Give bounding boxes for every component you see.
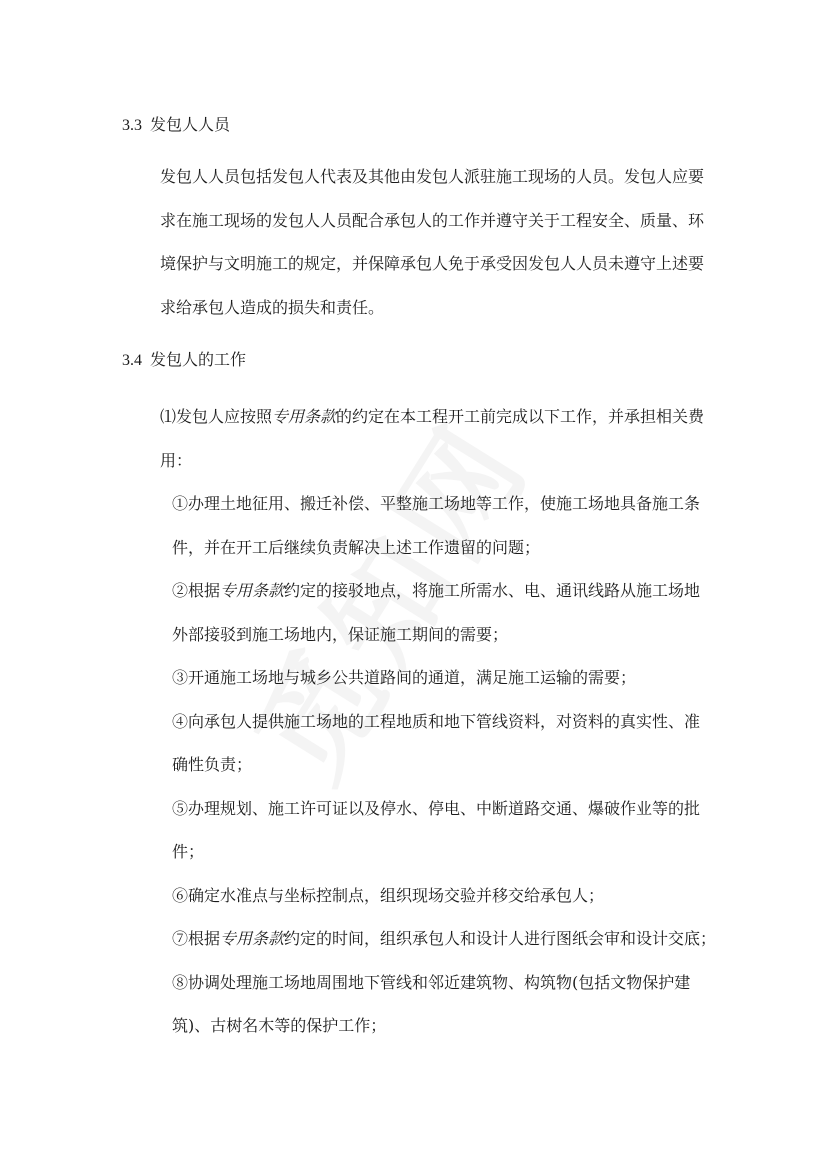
paragraph-line: 求在施工现场的发包人人员配合承包人的工作并遵守关于工程安全、质量、环: [160, 210, 705, 230]
section-number: 3.4: [122, 352, 142, 369]
paragraph-line: 求给承包人造成的损失和责任。: [160, 297, 385, 317]
section-number: 3.3: [122, 117, 142, 134]
special-terms-term: 专用条款: [272, 407, 337, 426]
list-item-1: ①办理土地征用、搬迁补偿、平整施工场地等工作，使施工场地具备施工条: [172, 494, 701, 513]
list-item-2-cont: 外部接驳到施工场地内，保证施工期间的需要；: [172, 624, 509, 644]
list-item-8-cont: 筑)、古树名木等的保护工作；: [172, 1016, 387, 1035]
section-3-4-items: [172, 482, 716, 1048]
section-3-3-paragraph: [160, 155, 704, 329]
list-item-3: ③开通施工场地与城乡公共道路间的通道，满足施工运输的需要；: [172, 668, 637, 687]
paragraph-line: 用：: [160, 450, 193, 470]
list-item-6: ⑥确定水准点与坐标控制点，组织现场交验并移交给承包人；: [172, 885, 605, 905]
special-terms-term: 专用条款: [220, 929, 285, 948]
paragraph-line: ⑴发包人应按照专用条款的约定在本工程开工前完成以下工作，并承担相关费: [160, 407, 705, 426]
list-item-2: ②根据专用条款约定的接驳地点，将施工所需水、电、通讯线路从施工场地: [172, 581, 701, 600]
list-item-5: ⑤办理规划、施工许可证以及停水、停电、中断道路交通、爆破作业等的批: [172, 798, 701, 818]
list-item-8: ⑧协调处理施工场地周围地下管线和邻近建筑物、构筑物(包括文物保护建: [172, 972, 691, 992]
section-3-4-intro: [160, 395, 704, 482]
paragraph-line: 境保护与文明施工的规定，并保障承包人免于承受因发包人人员未遵守上述要: [160, 254, 705, 273]
list-item-1-cont: 件，并在开工后继续负责解决上述工作遗留的问题；: [172, 537, 541, 557]
list-item-4: ④向承包人提供施工场地的工程地质和地下管线资料，对资料的真实性、准: [172, 711, 701, 731]
list-item-4-cont: 确性负责；: [172, 755, 253, 774]
special-terms-term: 专用条款: [220, 581, 285, 600]
list-item-5-cont: 件；: [172, 842, 205, 861]
section-title: 发包人的工作: [150, 350, 247, 369]
section-heading-3-3: [122, 115, 230, 136]
paragraph-line: 发包人人员包括发包人代表及其他由发包人派驻施工现场的人员。发包人应要: [160, 167, 705, 186]
section-title: 发包人人员: [150, 115, 231, 134]
section-heading-3-4: [122, 350, 246, 371]
list-item-7: ⑦根据专用条款约定的时间，组织承包人和设计人进行图纸会审和设计交底；: [172, 929, 717, 948]
